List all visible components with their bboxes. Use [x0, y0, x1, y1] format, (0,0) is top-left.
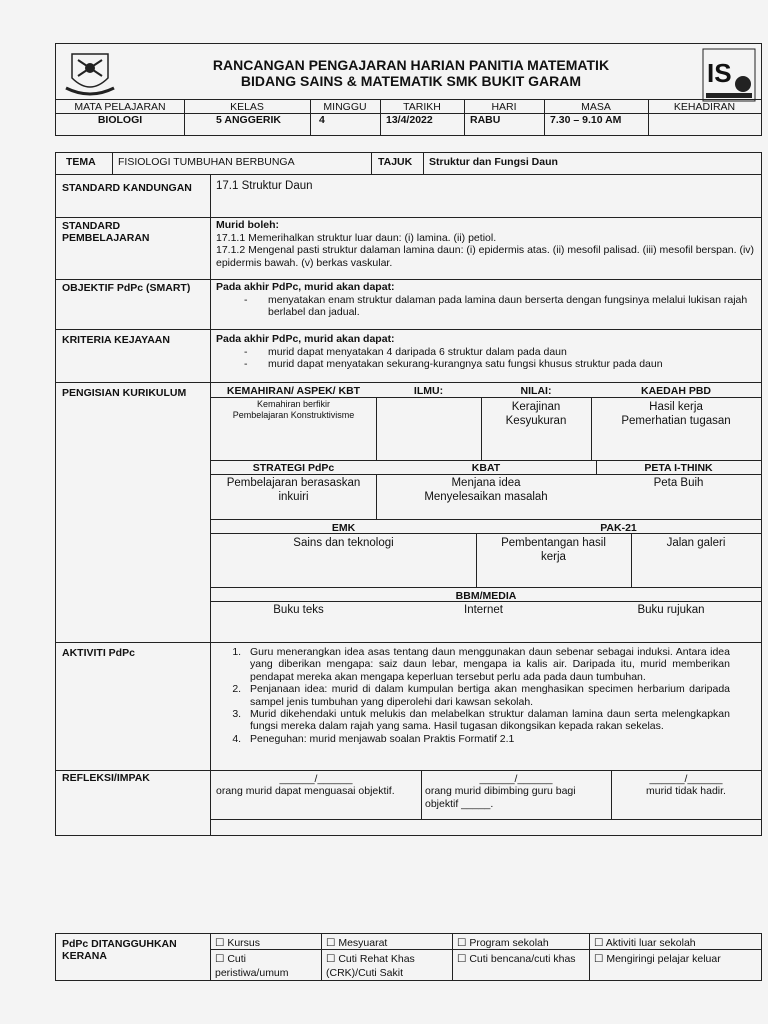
kurikulum-bbm-3: Buku rujukan [637, 604, 705, 616]
standard-kandungan-label: STANDARD KANDUNGAN [62, 182, 192, 194]
kurikulum-h-pak21: PAK-21 [600, 522, 637, 534]
page-title-line2: BIDANG SAINS & MATEMATIK SMK BUKIT GARAM [240, 73, 582, 89]
aktiviti-item: 2. Penjanaan idea: murid di dalam kumpulan bertiga akan menghasikan specimen herbarium daripada sampel jenis tumbuhan yang diperolehi dari kawsan sekolah. [244, 683, 730, 708]
kurikulum-h-kbat: KBAT [471, 462, 501, 474]
kurikulum-emk: Sains dan teknologi [293, 537, 394, 549]
checkbox-program-sekolah[interactable]: ☐ Program sekolah [457, 937, 549, 949]
kurikulum-kemahiran: Kemahiran berfikir Pembelajaran Konstruktivisme [232, 399, 355, 420]
kriteria-item: - murid dapat menyatakan sekurang-kurangnya satu fungsi khusus struktur pada daun [216, 358, 758, 371]
kurikulum-label: PENGISIAN KURIKULUM [62, 387, 187, 399]
val-hari: RABU [470, 114, 501, 126]
val-mata-pelajaran: BIOLOGI [97, 114, 143, 126]
checkbox-cuti-bencana[interactable]: ☐ Cuti bencana/cuti khas [457, 953, 576, 965]
panel-logo-icon [702, 48, 756, 102]
kriteria-heading: Pada akhir PdPc, murid akan dapat: [216, 333, 395, 345]
kurikulum-strategi: Pembelajaran berasaskan inkuiri [226, 477, 361, 503]
col-tarikh: TARIKH [403, 101, 441, 113]
standard-kandungan-value: 17.1 Struktur Daun [216, 180, 313, 192]
col-mata-pelajaran: MATA PELAJARAN [74, 101, 166, 113]
kurikulum-pak1: Pembentangan hasil kerja [501, 537, 606, 563]
refleksi-c3: murid tidak hadir. [646, 785, 726, 797]
refleksi-blank-3: ______/______ [649, 773, 723, 785]
kurikulum-pak2: Jalan galeri [666, 537, 726, 549]
aktiviti-item: 1. Guru menerangkan idea asas tentang daun menggunakan daun sebenar sebagai induksi. Antara idea yang diberikan mengapa: saiz daun lebar, mengapa ia kalis air. Daripada itu, murid memberikan pendapat mereka akan mengapa keperluan tersebut perlu ada pada daun tumbuhan. [244, 646, 730, 683]
aktiviti-item: 3. Murid dikehendaki untuk melukis dan melabelkan struktur dalaman lamina daun serta melengkapkan fungsi mereka dalam rajah yang sama. Hasil tugasan dikongsikan kepada rakan sekelas. [244, 708, 730, 733]
val-masa: 7.30 – 9.10 AM [550, 114, 622, 126]
aktiviti-item: 4. Peneguhan: murid menjawab soalan Praktis Formatif 2.1 [244, 733, 730, 745]
svg-text:IS: IS [707, 58, 732, 88]
val-kelas: 5 ANGGERIK [216, 114, 281, 126]
kurikulum-h-peta: PETA I-THINK [644, 462, 713, 474]
objektif-heading: Pada akhir PdPc, murid akan dapat: [216, 281, 395, 293]
refleksi-blank-2: ______/______ [479, 773, 553, 785]
val-tarikh: 13/4/2022 [386, 114, 433, 126]
kurikulum-h-bbm: BBM/MEDIA [455, 590, 517, 602]
checkbox-cuti-peristiwa[interactable]: ☐ Cuti peristiwa/umum [215, 953, 289, 979]
kurikulum-h-kaedah: KAEDAH PBD [640, 385, 711, 397]
checkbox-aktiviti-luar[interactable]: ☐ Aktiviti luar sekolah [594, 937, 696, 949]
val-minggu: 4 [319, 114, 325, 126]
checkbox-mengiringi[interactable]: ☐ Mengiringi pelajar keluar [594, 953, 721, 965]
kurikulum-nilai: Kerajinan Kesyukuran [505, 401, 567, 427]
col-kelas: KELAS [230, 101, 264, 113]
refleksi-c1: orang murid dapat menguasai objektif. [216, 785, 395, 797]
kriteria-label: KRITERIA KEJAYAAN [62, 334, 170, 346]
kurikulum-bbm-1: Buku teks [273, 604, 324, 616]
col-kehadiran: KEHADIRAN [673, 101, 736, 113]
col-hari: HARI [491, 101, 517, 113]
header-box [55, 43, 762, 136]
kurikulum-h-strategi: STRATEGI PdPc [252, 462, 335, 474]
kurikulum-peta: Peta Buih [653, 477, 704, 489]
checkbox-mesyuarat[interactable]: ☐ Mesyuarat [326, 937, 388, 949]
col-minggu: MINGGU [323, 101, 367, 113]
kurikulum-kbat: Menjana idea Menyelesaikan masalah [424, 477, 548, 503]
checkbox-kursus[interactable]: ☐ Kursus [215, 937, 261, 949]
objektif-item: - menyatakan enam struktur dalaman pada lamina daun berserta dengan fungsinya melalui lukisan rajah berlabel dan jadual. [216, 294, 758, 319]
kriteria-item: - murid dapat menyatakan 4 daripada 6 struktur dalam pada daun [216, 346, 758, 359]
refleksi-c2: orang murid dibimbing guru bagi objektif _____. [425, 785, 576, 810]
kurikulum-h-nilai: NILAI: [520, 385, 552, 397]
kurikulum-h-ilmu: ILMU: [413, 385, 444, 397]
sp-line2: 17.1.2 Mengenal pasti struktur dalaman lamina daun: (i) epidermis atas. (ii) mesofil palisad. (iii) mesofil berspan. (iv) epidermis bawah. (v) berkas vaskular. [216, 244, 755, 269]
refleksi-label: REFLEKSI/IMPAK [62, 772, 150, 784]
aktiviti-label: AKTIVITI PdPc [62, 647, 135, 659]
ditangguhkan-label: PdPc DITANGGUHKAN KERANA [62, 938, 177, 962]
info-table [56, 99, 761, 135]
standard-pembelajaran-label: STANDARD PEMBELAJARAN [62, 220, 150, 244]
tema-label: TEMA [66, 156, 96, 168]
main-table [55, 152, 762, 836]
sp-line1: 17.1.1 Memerihalkan struktur luar daun: (i) lamina. (ii) petiol. [216, 231, 497, 244]
tajuk-value: Struktur dan Fungsi Daun [429, 156, 558, 168]
tema-value: FISIOLOGI TUMBUHAN BERBUNGA [118, 156, 295, 168]
checkbox-cuti-rehat[interactable]: ☐ Cuti Rehat Khas (CRK)/Cuti Sakit [326, 953, 415, 979]
sp-heading: Murid boleh: [216, 219, 279, 231]
page-title-line1: RANCANGAN PENGAJARAN HARIAN PANITIA MATEMATIK [212, 57, 610, 73]
kurikulum-h-kemahiran: KEMAHIRAN/ ASPEK/ KBT [226, 385, 361, 397]
refleksi-blank-1: ______/______ [279, 773, 353, 785]
kurikulum-bbm-2: Internet [464, 604, 503, 616]
school-crest-icon [62, 50, 118, 100]
objektif-label: OBJEKTIF PdPc (SMART) [62, 282, 191, 294]
kurikulum-h-emk: EMK [331, 522, 356, 534]
kurikulum-kaedah: Hasil kerja Pemerhatian tugasan [621, 401, 731, 427]
tajuk-label: TAJUK [378, 156, 413, 168]
ditangguhkan-table [55, 933, 762, 981]
col-masa: MASA [581, 101, 611, 113]
